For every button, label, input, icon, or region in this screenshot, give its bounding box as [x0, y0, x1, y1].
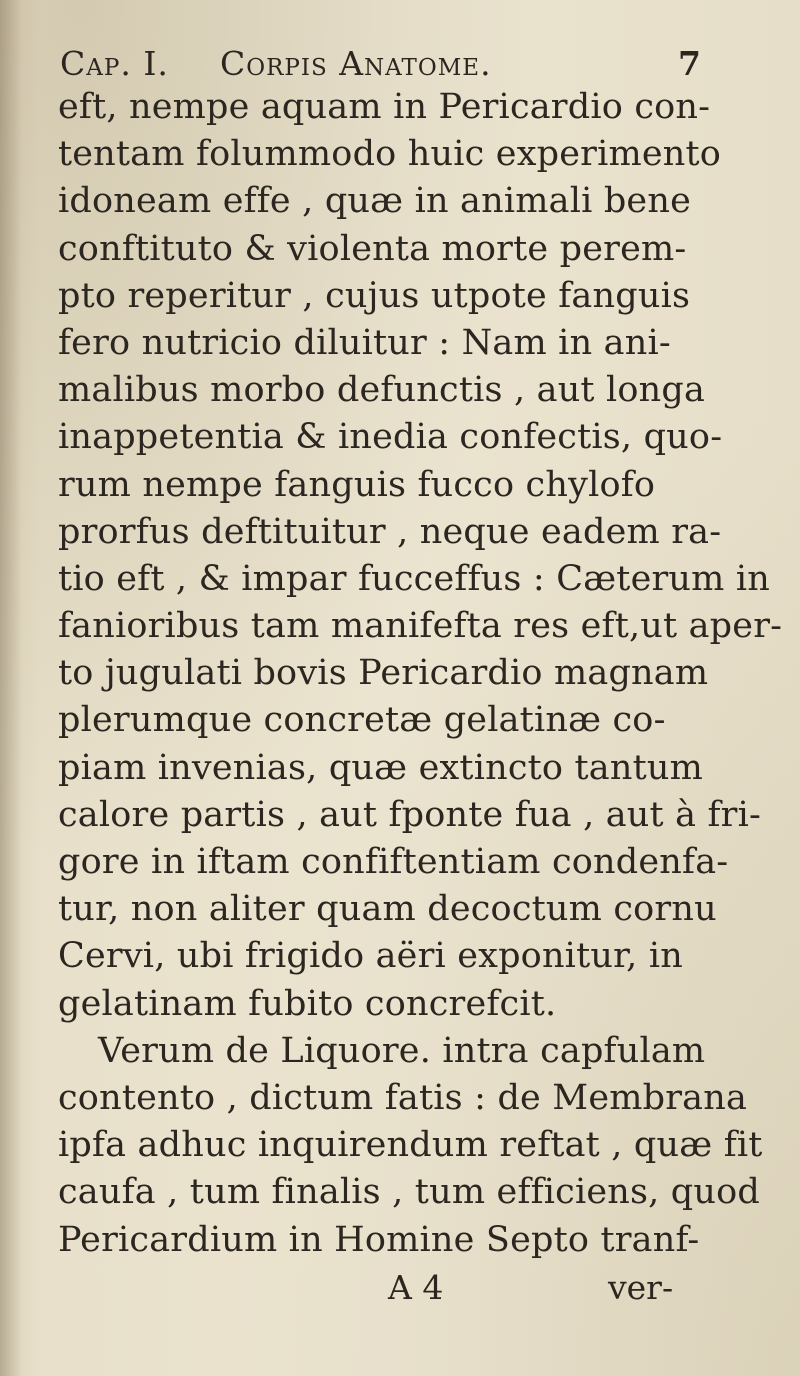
text-line: tio eft , & impar fucceffus : Cæterum in	[58, 558, 770, 599]
catchword: ver-	[608, 1267, 674, 1307]
text-line: piam invenias, quæ extincto tantum	[58, 747, 703, 788]
text-line: gore in iftam confiftentiam condenfa-	[58, 842, 729, 882]
text-line: Pericardium in Homine Septo tranf-	[58, 1219, 700, 1260]
text-line: tur, non aliter quam decoctum cornu	[58, 889, 717, 930]
text-line: pto reperitur , cujus utpote fanguis	[58, 275, 691, 316]
text-line: plerumque concretæ gelatinæ co-	[58, 700, 666, 741]
text-line: rum nempe fanguis fucco chylofo	[58, 464, 656, 505]
text-line: prorfus deftituitur , neque eadem ra-	[58, 511, 722, 552]
chapter-label: Cap. I.	[60, 44, 169, 83]
text-line: calore partis , aut fponte fua , aut à fri-	[58, 794, 762, 835]
text-line: inappetentia & inedia confectis, quo-	[58, 417, 723, 458]
page-number: 7	[678, 44, 702, 83]
text-line: fanioribus tam manifefta res eft,ut aper-	[58, 606, 783, 647]
running-head	[60, 44, 760, 88]
text-line: caufa , tum finalis , tum efficiens, quod	[58, 1172, 761, 1213]
page-footer	[58, 1264, 778, 1311]
text-line: ipfa adhuc inquirendum reftat , quæ fit	[58, 1125, 763, 1166]
gutter-shadow	[0, 0, 22, 1376]
body-text	[58, 84, 783, 1311]
running-title: Corpis Anatome.	[220, 44, 492, 83]
text-line: conftituto & violenta morte perem-	[58, 228, 687, 269]
text-line: contento , dictum fatis : de Membrana	[58, 1077, 748, 1118]
paragraph-first-line: Verum de Liquore. intra capfulam	[98, 1030, 706, 1071]
text-line: fero nutricio diluitur : Nam in ani-	[58, 322, 671, 363]
text-line: eft, nempe aquam in Pericardio con-	[58, 87, 711, 127]
text-line: Cervi, ubi frigido aëri exponitur, in	[58, 936, 683, 977]
text-line: to jugulati bovis Pericardio magnam	[58, 653, 709, 694]
signature-mark: A 4	[388, 1267, 444, 1307]
text-line: gelatinam fubito concrefcit.	[58, 983, 557, 1024]
text-line: idoneam effe , quæ in animali bene	[58, 181, 691, 222]
text-line: malibus morbo defunctis , aut longa	[58, 370, 706, 411]
text-line: tentam folummodo huic experimento	[58, 134, 722, 175]
